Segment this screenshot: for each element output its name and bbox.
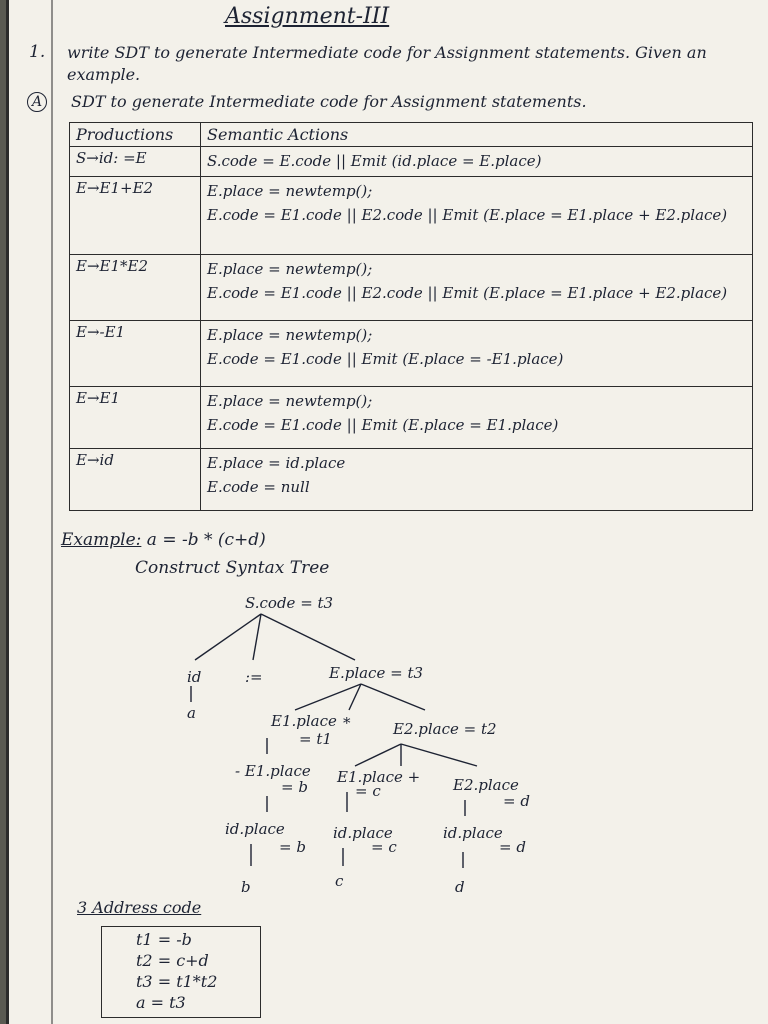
action-line: E.place = newtemp(); <box>207 182 373 200</box>
tree-neg-sub: = b <box>281 778 308 796</box>
tree-e2: E2.place = t2 <box>393 720 497 738</box>
notebook-page <box>6 0 768 1024</box>
tree-nodes <box>187 594 530 896</box>
tree-idd-sub: = d <box>499 838 526 856</box>
action-line: E.code = null <box>207 478 310 496</box>
production-cell: E→E1+E2 <box>70 177 201 255</box>
tree-e1-sub: = t1 <box>299 730 332 748</box>
tree-e: E.place = t3 <box>329 664 424 682</box>
action-line: E.place = newtemp(); <box>207 260 373 278</box>
tree-idc: id.place <box>333 824 393 842</box>
tac-line: t1 = -b <box>136 930 192 949</box>
tree-id: id <box>187 668 202 686</box>
action-line: E.place = newtemp(); <box>207 392 373 410</box>
tree-d-leaf: d <box>455 878 465 896</box>
action-line: E.code = E1.code || Emit (E.place = E1.place) <box>207 416 559 434</box>
tree-a-leaf: a <box>187 704 196 722</box>
syntax-tree <box>9 0 768 1024</box>
action-line: E.code = E1.code || E2.code || Emit (E.place = E1.place + E2.place) <box>207 284 728 302</box>
tree-idd: id.place <box>443 824 503 842</box>
production-cell: E→-E1 <box>70 321 201 387</box>
semantic-actions-header: Semantic Actions <box>201 123 753 147</box>
edge-e2-c <box>355 744 401 766</box>
tree-idb: id.place <box>225 820 285 838</box>
edge-e2-d <box>401 744 477 766</box>
productions-header: Productions <box>70 123 201 147</box>
production-cell: E→E1 <box>70 387 201 449</box>
edge-root-assign <box>253 614 261 660</box>
tree-c-node: E1.place + <box>337 768 421 786</box>
tree-c-sub: = c <box>355 782 381 800</box>
tac-line: t3 = t1*t2 <box>136 972 218 991</box>
tree-root: S.code = t3 <box>245 594 334 612</box>
tree-star: * <box>343 714 351 732</box>
example-expression: a = -b * (c+d) <box>146 530 266 550</box>
action-line: E.place = id.place <box>207 454 346 472</box>
action-line: E.code = E1.code || Emit (E.place = -E1.place) <box>207 350 564 368</box>
answer-heading: SDT to generate Intermediate code for Assignment statements. <box>71 92 587 111</box>
tree-assign: := <box>245 668 263 686</box>
tree-idc-sub: = c <box>371 838 397 856</box>
tac-line: t2 = c+d <box>136 951 209 970</box>
tree-idb-sub: = b <box>279 838 306 856</box>
production-cell: E→E1*E2 <box>70 255 201 321</box>
tac-line: a = t3 <box>136 993 186 1012</box>
answer-marker: A <box>27 92 47 112</box>
action-line: E.code = E1.code || E2.code || Emit (E.place = E1.place + E2.place) <box>207 206 728 224</box>
production-cell: S→id: =E <box>70 147 201 177</box>
action-line: E.place = newtemp(); <box>207 326 373 344</box>
tree-e1: E1.place <box>271 712 337 730</box>
edge-root-id <box>195 614 261 660</box>
tree-b-leaf: b <box>241 878 251 896</box>
tree-neg: - E1.place <box>235 762 311 780</box>
edge-root-e <box>261 614 355 660</box>
tree-d-node: E2.place <box>453 776 519 794</box>
production-cell: E→id <box>70 449 201 511</box>
three-address-title: 3 Address code <box>77 898 202 917</box>
edge-e-e2 <box>361 684 425 710</box>
three-address-box <box>101 926 261 1018</box>
question-number: 1. <box>29 42 46 62</box>
tree-c-leaf: c <box>335 872 344 890</box>
action-line: S.code = E.code || Emit (id.place = E.place) <box>207 152 542 170</box>
construct-label: Construct Syntax Tree <box>135 558 330 578</box>
tree-d-sub: = d <box>503 792 530 810</box>
page-title: Assignment-III <box>225 4 390 29</box>
example-label: Example: <box>61 530 142 550</box>
question-text: write SDT to generate Intermediate code for Assignment statements. Given an example. <box>67 43 707 84</box>
